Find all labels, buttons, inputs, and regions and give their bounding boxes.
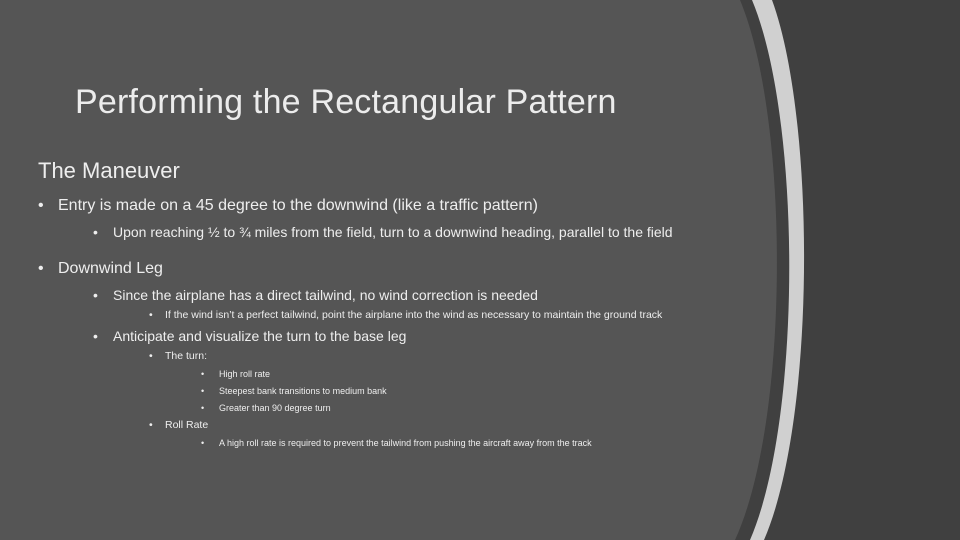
list-item-text: If the wind isn’t a perfect tailwind, point the airplane into the wind as necessary to maintain the ground track	[165, 309, 663, 321]
bullet-icon: •	[93, 287, 98, 303]
list-item-text: Since the airplane has a direct tailwind, no wind correction is needed	[113, 287, 538, 303]
list-item	[38, 259, 678, 449]
list-item-text: Roll Rate	[165, 419, 209, 431]
bullet-icon: •	[201, 386, 205, 396]
bullet-icon: •	[38, 260, 44, 277]
bullet-icon: •	[201, 369, 205, 379]
list-item	[149, 309, 678, 322]
list-item	[38, 196, 678, 241]
list-item-text: Steepest bank transitions to medium bank	[219, 386, 387, 396]
bullet-list-level-1	[38, 196, 678, 449]
bullet-list-level-3	[149, 309, 678, 322]
bullet-list-level-4	[201, 437, 678, 449]
list-item	[93, 224, 678, 241]
bullet-list-level-4	[201, 368, 678, 414]
bullet-icon: •	[93, 224, 98, 240]
list-item	[93, 287, 678, 322]
list-item-text: Downwind Leg	[58, 260, 163, 277]
list-item	[201, 385, 678, 397]
bullet-list-level-2	[93, 287, 678, 449]
slide-title: Performing the Rectangular Pattern	[75, 83, 617, 121]
slide-content	[38, 158, 678, 459]
subheading: The Maneuver	[38, 158, 180, 183]
list-item	[149, 350, 678, 414]
list-item	[201, 437, 678, 449]
list-item-text: High roll rate	[219, 369, 271, 379]
bullet-icon: •	[149, 350, 153, 362]
list-item-text: Anticipate and visualize the turn to the base leg	[113, 328, 407, 344]
list-item-text: The turn:	[165, 350, 208, 362]
list-item	[93, 328, 678, 449]
list-item-text: A high roll rate is required to prevent the tailwind from pushing the aircraft away from the track	[219, 438, 592, 448]
list-item	[201, 402, 678, 414]
bullet-list-level-3	[149, 350, 678, 449]
bullet-icon: •	[149, 309, 153, 321]
bullet-icon: •	[201, 438, 205, 448]
bullet-list-level-2	[93, 224, 678, 241]
bullet-icon: •	[93, 328, 98, 344]
list-item	[149, 419, 678, 449]
list-item-text: Entry is made on a 45 degree to the downwind (like a traffic pattern)	[58, 197, 538, 214]
bullet-icon: •	[149, 419, 153, 431]
list-item-text: Greater than 90 degree turn	[219, 403, 331, 413]
list-item	[201, 368, 678, 380]
bullet-icon: •	[38, 197, 44, 214]
list-item-text: Upon reaching ½ to ¾ miles from the field, turn to a downwind heading, parallel to the field	[113, 224, 673, 240]
bullet-icon: •	[201, 403, 205, 413]
